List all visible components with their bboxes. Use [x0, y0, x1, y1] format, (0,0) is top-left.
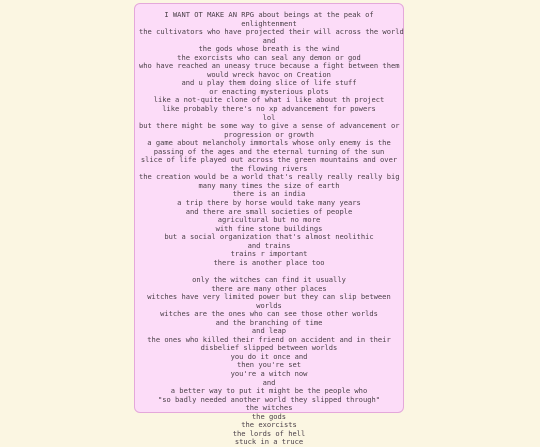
post-line: witches have very limited power but they can slip between: [147, 292, 391, 302]
post-line: the flowing rivers: [230, 163, 308, 173]
post-line: there is an india: [232, 189, 306, 199]
post-line: the cultivators who have projected their will across the world: [139, 27, 404, 37]
post-line: and: [262, 35, 276, 45]
post-line: many many times the size of earth: [198, 180, 340, 190]
post-line: and there are small societies of people: [185, 206, 353, 216]
post-line: stuck in a truce: [234, 437, 304, 447]
text-post: [134, 3, 404, 447]
post-line: the ones who killed their friend on accident and in their: [147, 334, 391, 344]
post-line: would wreck havoc on Creation: [207, 69, 331, 79]
post-line: disbelief slipped between worlds: [200, 343, 338, 353]
post-line: who have reached an uneasy truce because a fight between them: [139, 61, 400, 71]
post-line: the exorcists who can seal any demon or god: [177, 52, 361, 62]
post-line: then you're set: [236, 360, 302, 370]
post-line: and trains: [247, 240, 291, 250]
post-line: I WANT OT MAKE AN RPG about beings at the peak of: [164, 10, 374, 19]
post-line: and u play them doing slice of life stuff: [181, 78, 357, 88]
post-body: [139, 10, 404, 447]
post-line: and leap: [251, 326, 287, 336]
post-line: a game about melancholy immortals whose only enemy is the: [147, 138, 391, 148]
post-line: with fine stone buildings: [215, 223, 323, 233]
post-line: but there might be some way to give a sense of advancement or: [139, 121, 400, 131]
post-line: there is another place too: [213, 257, 325, 267]
post-line: passing of the ages and the eternal turning of the sun: [153, 146, 385, 156]
post-line: slice of life played out across the green mountains and over: [140, 155, 398, 165]
post-line: enlightenment: [241, 18, 297, 28]
post-line: a better way to put it might be the people who: [170, 386, 368, 396]
post-line: you do it once and: [230, 351, 308, 361]
post-line: "so badly needed another world they slipped through": [157, 394, 381, 404]
post-line: the exorcists: [241, 420, 297, 430]
post-line: the gods: [251, 411, 287, 421]
post-line: or enacting mysterious plots: [209, 86, 329, 96]
post-line: witches are the ones who can see those other worlds: [160, 309, 378, 319]
post-line: worlds: [256, 300, 282, 310]
post-line: and the branching of time: [215, 317, 323, 327]
post-line: the witches: [245, 403, 293, 413]
post-line: and: [262, 377, 276, 387]
post-line: the gods whose breath is the wind: [198, 44, 340, 54]
post-line: lol: [262, 112, 276, 122]
post-line: you're a witch now: [230, 368, 308, 378]
post-line: progression or growth: [224, 129, 314, 139]
post-line: the creation would be a world that's really really really big: [139, 172, 400, 182]
post-line: but a social organization that's almost neolithic: [164, 232, 374, 242]
post-line: there are many other places: [211, 283, 327, 293]
post-line: like a not-quite clone of what i like about th project: [153, 95, 385, 105]
post-line: agricultural but no more: [217, 215, 321, 225]
post-line: only the witches can find it usually: [192, 274, 346, 284]
post-line: trains r important: [230, 249, 308, 259]
post-line: like probably there's no xp advancement for powers: [162, 104, 376, 114]
post-line: the lords of hell: [232, 428, 306, 438]
post-line: a trip there by horse would take many years: [177, 198, 361, 208]
